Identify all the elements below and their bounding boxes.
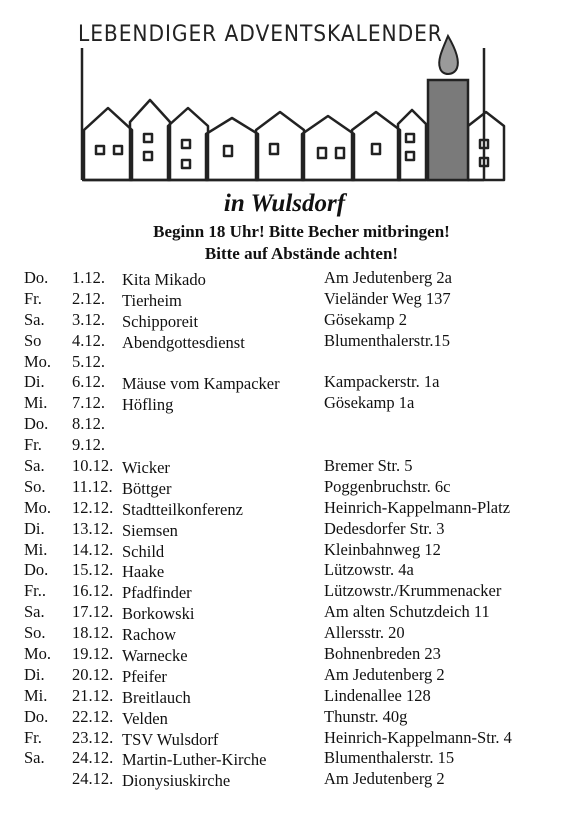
date: 23.12. [72, 727, 114, 747]
date: 1.12. [72, 268, 105, 287]
address: Gösekamp 1a [324, 393, 415, 413]
address: Kleinbahnweg 12 [324, 539, 441, 559]
host-name: Schild [122, 541, 165, 561]
calendar-row [0, 331, 569, 352]
date: 2.12. [72, 288, 105, 308]
host-name: Dionysiuskirche [122, 771, 231, 791]
weekday: Di. [24, 518, 45, 538]
calendar-row [0, 498, 569, 519]
address: Lindenallee 128 [324, 685, 431, 705]
address: Blumenthalerstr. 15 [324, 748, 455, 768]
subtitle: in Wulsdorf [223, 190, 346, 217]
notice-start-time: Beginn 18 Uhr! Bitte Becher mitbringen! [153, 222, 450, 241]
calendar-row [0, 581, 569, 602]
host-name: Rachow [122, 625, 177, 645]
address: Blumenthalerstr.15 [324, 330, 451, 350]
date: 21.12. [72, 685, 114, 705]
host-name: Tierheim [122, 290, 182, 310]
calendar-row [0, 769, 569, 790]
calendar-row [0, 268, 569, 289]
weekday: Fr. [24, 435, 42, 455]
weekday: Do. [24, 560, 49, 580]
weekday: Mi. [24, 539, 48, 559]
calendar-row [0, 310, 569, 331]
calendar-row [0, 728, 569, 749]
host-name: Böttger [122, 478, 172, 498]
calendar-row [0, 707, 569, 728]
weekday: Sa. [24, 309, 45, 329]
weekday: Fr. [24, 727, 42, 747]
date: 13.12. [72, 518, 114, 538]
header-title: LEBENDIGER ADVENTSKALENDER [78, 22, 443, 47]
date: 4.12. [72, 330, 105, 350]
notice-distance: Bitte auf Abstände achten! [204, 244, 399, 263]
host-name: Pfeifer [122, 666, 167, 686]
weekday: Fr. [24, 288, 42, 308]
address: Bremer Str. 5 [324, 456, 413, 476]
host-name: Schipporeit [122, 311, 199, 331]
weekday: Do. [24, 414, 49, 434]
houses-with-candle-icon [0, 0, 569, 190]
calendar-row [0, 540, 569, 561]
host-name: Mäuse vom Kampacker [122, 374, 280, 394]
date: 24.12. [72, 769, 114, 789]
calendar-row [0, 644, 569, 665]
host-name: Wicker [122, 458, 170, 478]
host-name: TSV Wulsdorf [122, 729, 219, 749]
host-name: Warnecke [122, 646, 188, 666]
host-name: Höfling [122, 395, 174, 415]
weekday: Mo. [24, 351, 52, 371]
weekday: Di. [24, 372, 45, 392]
weekday: Fr.. [24, 581, 47, 601]
weekday: Sa. [24, 602, 45, 622]
calendar-row [0, 456, 569, 477]
host-name: Breitlauch [122, 687, 191, 707]
address: Am Jedutenberg 2 [324, 664, 445, 684]
date: 11.12. [72, 476, 113, 496]
date: 19.12. [72, 644, 114, 664]
date: 8.12. [72, 414, 105, 434]
date: 3.12. [72, 309, 105, 329]
address: Am Jedutenberg 2 [324, 769, 445, 789]
date: 20.12. [72, 664, 114, 684]
weekday: So. [24, 476, 46, 496]
calendar-row [0, 372, 569, 393]
date: 15.12. [72, 560, 114, 580]
host-name: Haake [122, 562, 165, 582]
address: Lützowstr. 4a [324, 560, 414, 580]
weekday: Mi. [24, 685, 48, 705]
address: Thunstr. 40g [324, 706, 408, 726]
calendar-row [0, 435, 569, 456]
calendar-row [0, 352, 569, 373]
address: Vieländer Weg 137 [324, 288, 451, 308]
weekday: Mo. [24, 644, 52, 664]
advent-calendar-list [0, 268, 569, 790]
calendar-row [0, 623, 569, 644]
calendar-row [0, 560, 569, 581]
date: 17.12. [72, 602, 114, 622]
address: Am alten Schutzdeich 11 [324, 602, 490, 622]
date: 6.12. [72, 372, 105, 392]
address: Dedesdorfer Str. 3 [324, 518, 445, 538]
date: 24.12. [72, 748, 114, 768]
weekday: Sa. [24, 748, 45, 768]
calendar-row [0, 393, 569, 414]
date: 14.12. [72, 539, 114, 559]
calendar-row [0, 748, 569, 769]
date: 12.12. [72, 497, 114, 517]
address: Lützowstr./Krummenacker [324, 581, 502, 601]
weekday: Sa. [24, 456, 45, 476]
calendar-row [0, 519, 569, 540]
host-name: Borkowski [122, 604, 195, 624]
calendar-row [0, 477, 569, 498]
host-name: Martin-Luther-Kirche [122, 750, 267, 770]
host-name: Velden [122, 708, 168, 728]
calendar-row [0, 414, 569, 435]
host-name: Stadtteilkonferenz [122, 499, 243, 519]
weekday: Mo. [24, 497, 52, 517]
host-name: Kita Mikado [122, 270, 206, 289]
host-name: Siemsen [122, 520, 178, 540]
address: Allersstr. 20 [324, 623, 405, 643]
date: 16.12. [72, 581, 114, 601]
date: 18.12. [72, 623, 114, 643]
date: 9.12. [72, 435, 105, 455]
address: Poggenbruchstr. 6c [324, 476, 451, 496]
weekday: So. [24, 623, 46, 643]
calendar-row [0, 289, 569, 310]
calendar-row [0, 686, 569, 707]
address: Heinrich-Kappelmann-Platz [324, 497, 511, 517]
weekday: So [24, 330, 42, 350]
weekday: Do. [24, 268, 49, 287]
calendar-row [0, 665, 569, 686]
weekday: Di. [24, 664, 45, 684]
host-name: Pfadfinder [122, 583, 192, 603]
address: Gösekamp 2 [324, 309, 407, 329]
date: 22.12. [72, 706, 114, 726]
address: Bohnenbreden 23 [324, 644, 441, 664]
weekday: Do. [24, 706, 49, 726]
host-name: Abendgottesdienst [122, 332, 245, 352]
address: Am Jedutenberg 2a [324, 268, 452, 287]
weekday: Mi. [24, 393, 48, 413]
date: 5.12. [72, 351, 105, 371]
calendar-row [0, 602, 569, 623]
date: 10.12. [72, 456, 114, 476]
address: Kampackerstr. 1a [324, 372, 440, 392]
date: 7.12. [72, 393, 105, 413]
address: Heinrich-Kappelmann-Str. 4 [324, 727, 512, 747]
